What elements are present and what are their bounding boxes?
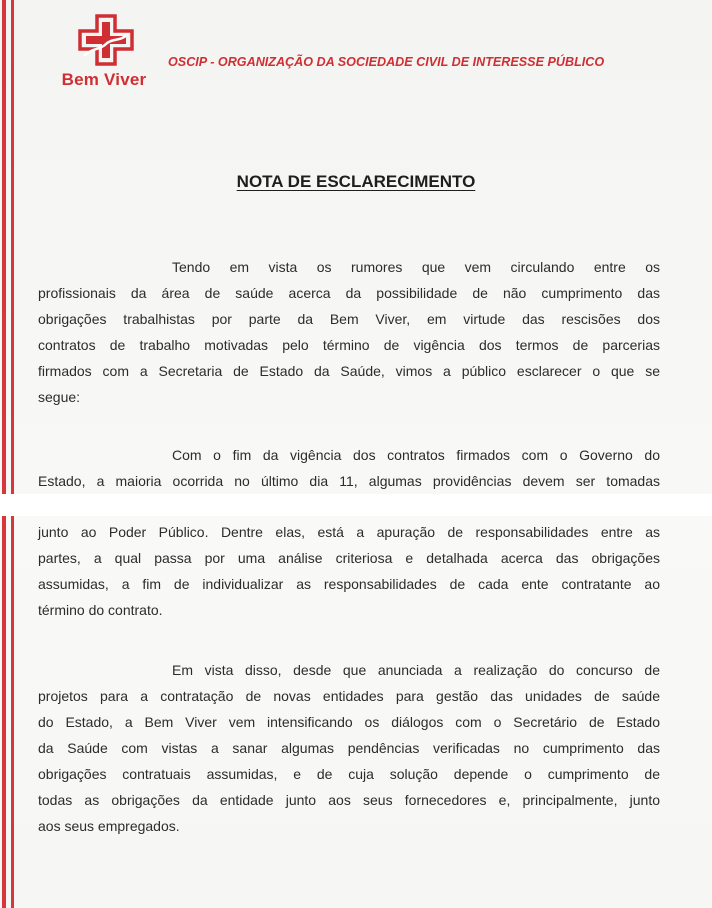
margin-red-line	[2, 0, 6, 494]
text-line: Com o fim da vigência dos contratos firmados com o Governo do	[172, 447, 660, 463]
bem-viver-logo	[48, 14, 160, 94]
document-title-text: NOTA DE ESCLARECIMENTO	[236, 172, 476, 191]
text-line: todas as obrigações da entidade junto aos seus fornecedores e, principalmente, junto	[38, 792, 660, 808]
text-line: assumidas, a fim de individualizar as responsabilidades de cada ente contratante ao	[38, 576, 660, 592]
text-line: aos seus empregados.	[38, 818, 180, 834]
text-line: segue:	[38, 389, 81, 405]
margin-red-line	[11, 516, 14, 908]
margin-red-line	[11, 0, 14, 494]
page-gap	[0, 494, 712, 516]
text-line: término do contrato.	[38, 602, 163, 618]
text-line: partes, a qual passa por uma análise criteriosa e detalhada acerca das obrigações	[38, 550, 660, 566]
text-line: firmados com a Secretaria de Estado da Saúde, vimos a público esclarecer o que se	[38, 363, 660, 379]
document-title	[0, 172, 712, 192]
text-line: do Estado, a Bem Viver vem intensificando os diálogos com o Secretário de Estado	[38, 714, 660, 730]
document-page-2	[0, 516, 712, 908]
organization-name: OSCIP - ORGANIZAÇÃO DA SOCIEDADE CIVIL DE INTERESSE PÚBLICO	[168, 55, 605, 69]
text-line: Tendo em vista os rumores que vem circulando entre os	[172, 259, 660, 275]
text-line: junto ao Poder Público. Dentre elas, está a apuração de responsabilidades entre as	[38, 524, 660, 540]
paragraph-2-continued	[38, 519, 660, 623]
logo-text: Bem Viver	[61, 70, 147, 89]
text-line: Estado, a maioria ocorrida no último dia 11, algumas providências devem ser tomadas	[38, 473, 660, 489]
text-line: profissionais da área de saúde acerca da possibilidade de não cumprimento das	[38, 285, 660, 301]
paragraph-3	[38, 657, 660, 839]
text-line: obrigações contratuais assumidas, e de cuja solução depende o cumprimento de	[38, 766, 660, 782]
text-line: obrigações trabalhistas por parte da Bem Viver, em virtude das rescisões dos	[38, 311, 660, 327]
paragraph-2	[38, 442, 660, 494]
text-line: Em vista disso, desde que anunciada a realização do concurso de	[172, 662, 660, 678]
text-line: da Saúde com vistas a sanar algumas pendências verificadas no cumprimento das	[38, 740, 660, 756]
red-cross-icon	[78, 14, 134, 66]
margin-red-line	[2, 516, 6, 908]
text-line: projetos para a contratação de novas entidades para gestão das unidades de saúde	[38, 688, 660, 704]
text-line: contratos de trabalho motivadas pelo término de vigência dos termos de parcerias	[38, 337, 660, 353]
paragraph-1	[38, 254, 660, 410]
